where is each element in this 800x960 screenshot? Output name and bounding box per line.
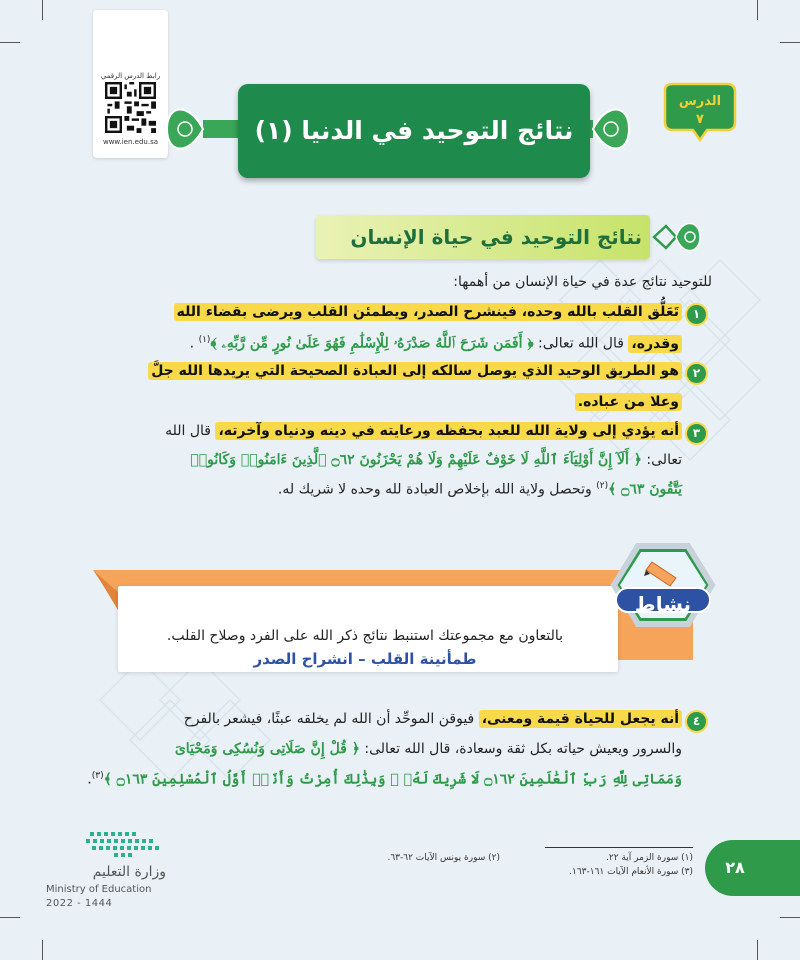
point-3-text-2: تعالى: [641,452,682,468]
point-3-text: قال الله [165,423,216,439]
quran-verse: ﴿ أَفَمَن شَرَحَ ٱللَّهُ صَدْرَهُۥ لِلْإِسْلَٰمِ فَهُوَ عَلَىٰ نُورٍ مِّن رَّبِّهِۦ ﴾ [210,335,534,352]
quran-verse-cont: يَتَّقُونَ ۝٦٣ ﴾ [608,481,682,498]
point-1-highlight-cont: وقدره، [628,335,682,353]
trim-mark [757,0,758,20]
point-1-line-1 [174,304,682,320]
point-number-4: ٤ [687,712,706,731]
footnote-ref[interactable]: (١) [198,335,211,345]
section-title: نتائج التوحيد في حياة الإنسان [350,225,642,249]
qr-code-icon[interactable] [105,82,156,133]
trim-mark [0,42,20,43]
qr-code-card[interactable] [93,10,168,158]
point-3-line-1 [165,423,682,439]
point-1-line-2: وقدره، قال الله تعالى: ﴿ أَفَمَن شَرَحَ ٱللَّهُ صَدْرَهُۥ لِلْإِسْلَٰمِ فَهُوَ عَلَىٰ نُورٍ مِّن رَّبِّهِۦ ﴾$^{(١)}$ . [190,335,682,352]
activity-answer: طمأنينة القلب – انشراح الصدر [253,650,477,668]
footnote-3: (٣) سورة الأنعام الآيات ١٦١-١٦٣. [569,867,693,877]
activity-label: نشاط [634,592,692,616]
point-3-line-2 [190,452,682,468]
edition-year: 2022 - 1444 [46,898,113,909]
quran-verse: ﴿ أَلَآ إِنَّ أَوْلِيَآءَ ٱللَّهِ لَا خَوْفٌ عَلَيْهِمْ وَلَا هُمْ يَحْزَنُونَ ۝٦٢ ٱلَّذِينَ ءَامَنُوا۟ وَكَانُوا۟ [190,452,642,468]
point-2-line-2 [575,394,682,410]
point-3-highlight: أنه يؤدي إلى ولاية الله للعبد بحفظه ورعايته في دينه ودنياه وآخرته، [215,422,682,440]
qr-caption: رابط الدرس الرقمي [100,72,161,80]
trim-mark [42,940,43,960]
point-4-text: فيوقن الموحِّد أن الله لم يخلقه عبثًا، فيشعر بالفرح [183,711,479,727]
lesson-label: الدرس [678,94,722,109]
trim-mark [0,917,20,918]
point-2-highlight-cont: وعلا من عباده. [575,393,682,411]
point-1-text: قال الله تعالى: [533,335,629,352]
point-number-1: ١ [687,305,706,324]
quran-verse: ﴿ قُلْ إِنَّ صَلَاتِى وَنُسُكِى وَمَحْيَاىَ [174,741,360,757]
point-3-text-3: وتحصل ولاية الله بإخلاص العبادة لله وحده لا شريك له. [277,481,597,498]
page-title: نتائج التوحيد في الدنيا (١) [254,116,574,145]
activity-badge-icon [608,540,718,630]
point-2-line-1 [148,363,682,379]
qr-url[interactable]: www.ien.edu.sa [102,138,159,146]
footnote-2: (٢) سورة يونس الآيات ٦٢-٦٣. [387,853,500,863]
point-3-line-3 [278,481,682,498]
point-4-line-2 [175,741,682,757]
quran-verse-cont: وَمَمَاتِى لِلَّهِ رَبِّ ٱلْعَٰلَمِينَ ۝١٦٢ لَا شَرِيكَ لَهُۥ ۖ وَبِذَٰلِكَ أُمِرْتُ وَأَنَا۠ أَوَّلُ ٱلْمُسْلِمِينَ ۝١٦٣ ﴾ [103,771,682,788]
ministry-name-en: Ministry of Education [46,884,152,895]
point-4-line-3 [87,771,682,788]
intro-text: للتوحيد نتائج عدة في حياة الإنسان من أهمها: [453,274,712,290]
page-number: ٢٨ [725,858,745,877]
footnote-ref[interactable]: (٢) [596,481,609,491]
footnote-ref[interactable]: (٣) [91,771,104,781]
trim-mark [757,940,758,960]
activity-question: بالتعاون مع مجموعتك استنبط نتائج ذكر الله على الفرد وصلاح القلب. [166,628,564,644]
point-4-highlight: أنه يجعل للحياة قيمة ومعنى، [479,710,682,728]
ministry-name-ar: وزارة التعليم [92,864,166,880]
point-2-highlight: هو الطريق الوحيد الذي يوصل سالكه إلى العبادة الصحيحة التي يريدها الله جلَّ [148,362,682,380]
ministry-logo-icon [84,826,164,862]
lesson-number: ٧ [696,112,704,127]
sentence-end: . [87,771,92,788]
section-ornament-icon [648,214,706,260]
trim-mark [780,42,800,43]
footnote-1: (١) سورة الزمر آية ٢٢. [606,853,693,863]
point-4-line-1 [184,711,682,727]
point-1-highlight: تَعَلُّق القلب بالله وحده، فينشرح الصدر، ويطمئن القلب ويرضى بقضاء الله [174,303,682,321]
footnote-rule [545,847,693,848]
point-4-text-2: والسرور ويعيش حياته بكل ثقة وسعادة، قال الله تعالى: [359,741,682,757]
point-number-2: ٢ [687,364,706,383]
point-number-3: ٣ [687,424,706,443]
trim-mark [42,0,43,20]
trim-mark [780,917,800,918]
